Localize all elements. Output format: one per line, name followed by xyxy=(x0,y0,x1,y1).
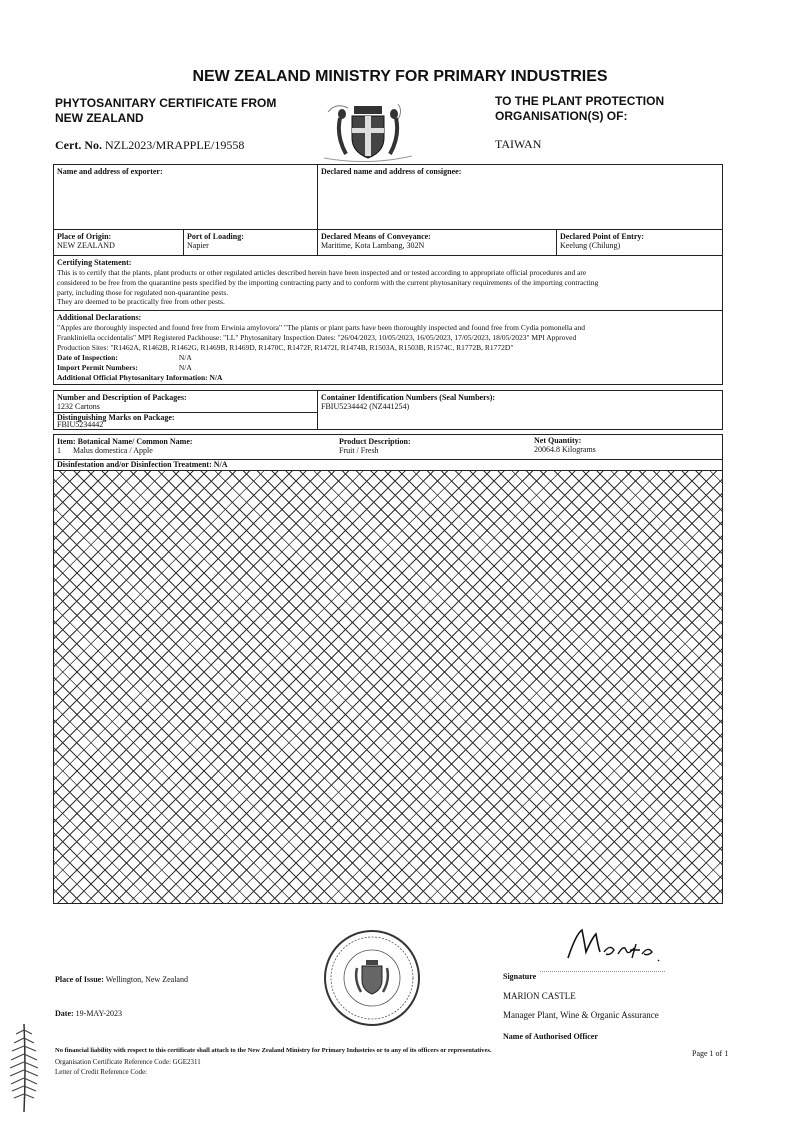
org-reference: Organisation Certificate Reference Code: GGE2311 xyxy=(55,1058,201,1066)
item-entry xyxy=(57,446,193,455)
credit-reference: Letter of Credit Reference Code: xyxy=(55,1068,148,1076)
certifying-line1: This is to certify that the plants, plant products or other regulated articles described herein have been inspected and or tested according to appropriate official procedures and are xyxy=(57,268,587,277)
certifying-line3: party, including those for regulated non-quarantine pests. xyxy=(57,288,229,297)
consignee-label: Declared name and address of consignee: xyxy=(321,167,462,176)
page-number: Page 1 of 1 xyxy=(692,1049,729,1058)
packages-box xyxy=(53,390,318,413)
conveyance-value: Maritime, Kota Lambang, 302N xyxy=(321,241,425,250)
inspection-row xyxy=(57,353,719,363)
certificate-title-line1: PHYTOSANITARY CERTIFICATE FROM xyxy=(55,96,277,110)
loading-box xyxy=(183,229,318,256)
destination-heading-line2: ORGANISATION(S) OF: xyxy=(495,109,628,123)
exporter-box xyxy=(53,164,318,230)
place-label: Place of Issue: xyxy=(55,975,104,984)
date-label: Date: xyxy=(55,1009,74,1018)
item-number: 1 xyxy=(57,446,61,455)
place-of-issue xyxy=(55,975,188,984)
marks-box xyxy=(53,412,318,430)
cert-number-label: Cert. No. xyxy=(55,138,102,152)
container-box xyxy=(317,390,723,430)
date-value: 19-MAY-2023 xyxy=(75,1009,123,1018)
loading-value: Napier xyxy=(187,241,209,250)
origin-value: NEW ZEALAND xyxy=(57,241,115,250)
entry-label: Declared Point of Entry: xyxy=(560,232,645,241)
packages-value: 1232 Cartons xyxy=(57,402,100,411)
additional-line3: Production Sites: "R1462A, R1462B, R1462G, R1469B, R1469D, R1470C, R1472F, R1472I, R1474B, R1503A, R1503B, R1574C, R1772B, R1772D" xyxy=(57,343,514,352)
officer-name: MARION CASTLE xyxy=(503,991,576,1001)
place-value: Wellington, New Zealand xyxy=(105,975,188,984)
consignee-box xyxy=(317,164,723,230)
product-value: Fruit / Fresh xyxy=(339,446,379,455)
conveyance-box xyxy=(317,229,557,256)
marks-label: Distinguishing Marks on Package: xyxy=(57,413,175,422)
treatment-label: Disinfestation and/or Disinfection Treatment: N/A xyxy=(57,460,228,469)
packages-label: Number and Description of Packages: xyxy=(57,393,187,402)
certifying-label: Certifying Statement: xyxy=(57,258,132,267)
entry-box xyxy=(556,229,723,256)
certificate-title xyxy=(55,96,276,126)
item-name-block xyxy=(57,437,193,455)
item-name: Malus domestica / Apple xyxy=(73,446,153,455)
destination-heading-line1: TO THE PLANT PROTECTION xyxy=(495,94,665,108)
permit-label: Import Permit Numbers: xyxy=(57,363,138,372)
permit-row xyxy=(57,363,719,373)
entry-value: Keelung (Chilung) xyxy=(560,241,621,250)
inspection-value: N/A xyxy=(178,353,192,362)
product-block xyxy=(339,437,411,455)
product-label: Product Description: xyxy=(339,437,411,446)
coat-of-arms-icon xyxy=(318,92,418,164)
container-value: FBIU5234442 (NZ441254) xyxy=(321,402,410,411)
loading-label: Port of Loading: xyxy=(187,232,244,241)
additional-line1: "Apples are thoroughly inspected and found free from Erwinia amylovora" "The plants or plant parts have been thoroughly inspected and found free from Cydia pomonella and xyxy=(57,323,585,332)
inspection-label: Date of Inspection: xyxy=(57,353,118,362)
container-label: Container Identification Numbers (Seal Numbers): xyxy=(321,393,496,402)
additional-line2: Frankliniella occidentalis" MPI Registered Packhouse: "LL" Phytosanitary Inspection Dates: "26/04/2023, 10/05/2023, 16/05/2023, 17/05/2023, 18/05/2023" MPI Approved xyxy=(57,333,577,342)
certifying-box xyxy=(53,255,723,311)
signature-label: Signature xyxy=(503,972,537,981)
fern-icon xyxy=(4,1020,44,1115)
issue-date xyxy=(55,1009,122,1018)
item-row xyxy=(53,434,723,460)
exporter-label: Name and address of exporter: xyxy=(57,167,163,176)
handwritten-signature xyxy=(560,922,670,968)
quantity-label: Net Quantity: xyxy=(534,436,582,445)
quantity-block xyxy=(534,436,596,454)
certificate-title-line2: NEW ZEALAND xyxy=(55,111,144,125)
conveyance-label: Declared Means of Conveyance: xyxy=(321,232,431,241)
quantity-value: 20064.8 Kilograms xyxy=(534,445,596,454)
ministry-title: NEW ZEALAND MINISTRY FOR PRIMARY INDUSTRIES xyxy=(192,68,608,85)
cert-number-value: NZL2023/MRAPPLE/19558 xyxy=(104,138,245,152)
destination-country: TAIWAN xyxy=(495,137,542,151)
signature-line xyxy=(540,971,665,972)
additional-label: Additional Declarations: xyxy=(57,313,142,322)
additional-declarations-box xyxy=(53,310,723,385)
cert-number xyxy=(55,138,244,153)
certifying-line2: considered to be free from the quarantine pests specified by the importing contracting party and to conform with the current phytosanitary requirements of the importing contracting xyxy=(57,278,599,287)
marks-value: FBIU5234442 xyxy=(57,420,104,429)
officer-title: Manager Plant, Wine & Organic Assurance xyxy=(503,1010,659,1020)
origin-box xyxy=(53,229,184,256)
destination-heading xyxy=(495,94,664,124)
origin-label: Place of Origin: xyxy=(57,232,112,241)
item-label: Item: Botanical Name/ Common Name: xyxy=(57,437,193,446)
certifying-line4: They are deemed to be practically free from other pests. xyxy=(57,297,225,306)
additional-extra: Additional Official Phytosanitary Information: N/A xyxy=(57,373,223,382)
permit-value: N/A xyxy=(178,363,192,372)
official-seal-icon xyxy=(322,928,422,1028)
officer-label: Name of Authorised Officer xyxy=(503,1032,598,1041)
void-hatch-area xyxy=(53,470,723,904)
liability-notice: No financial liability with respect to this certificate shall attach to the New Zealand Ministry for Primary Industries or to any of its officers or representatives. xyxy=(55,1047,492,1054)
